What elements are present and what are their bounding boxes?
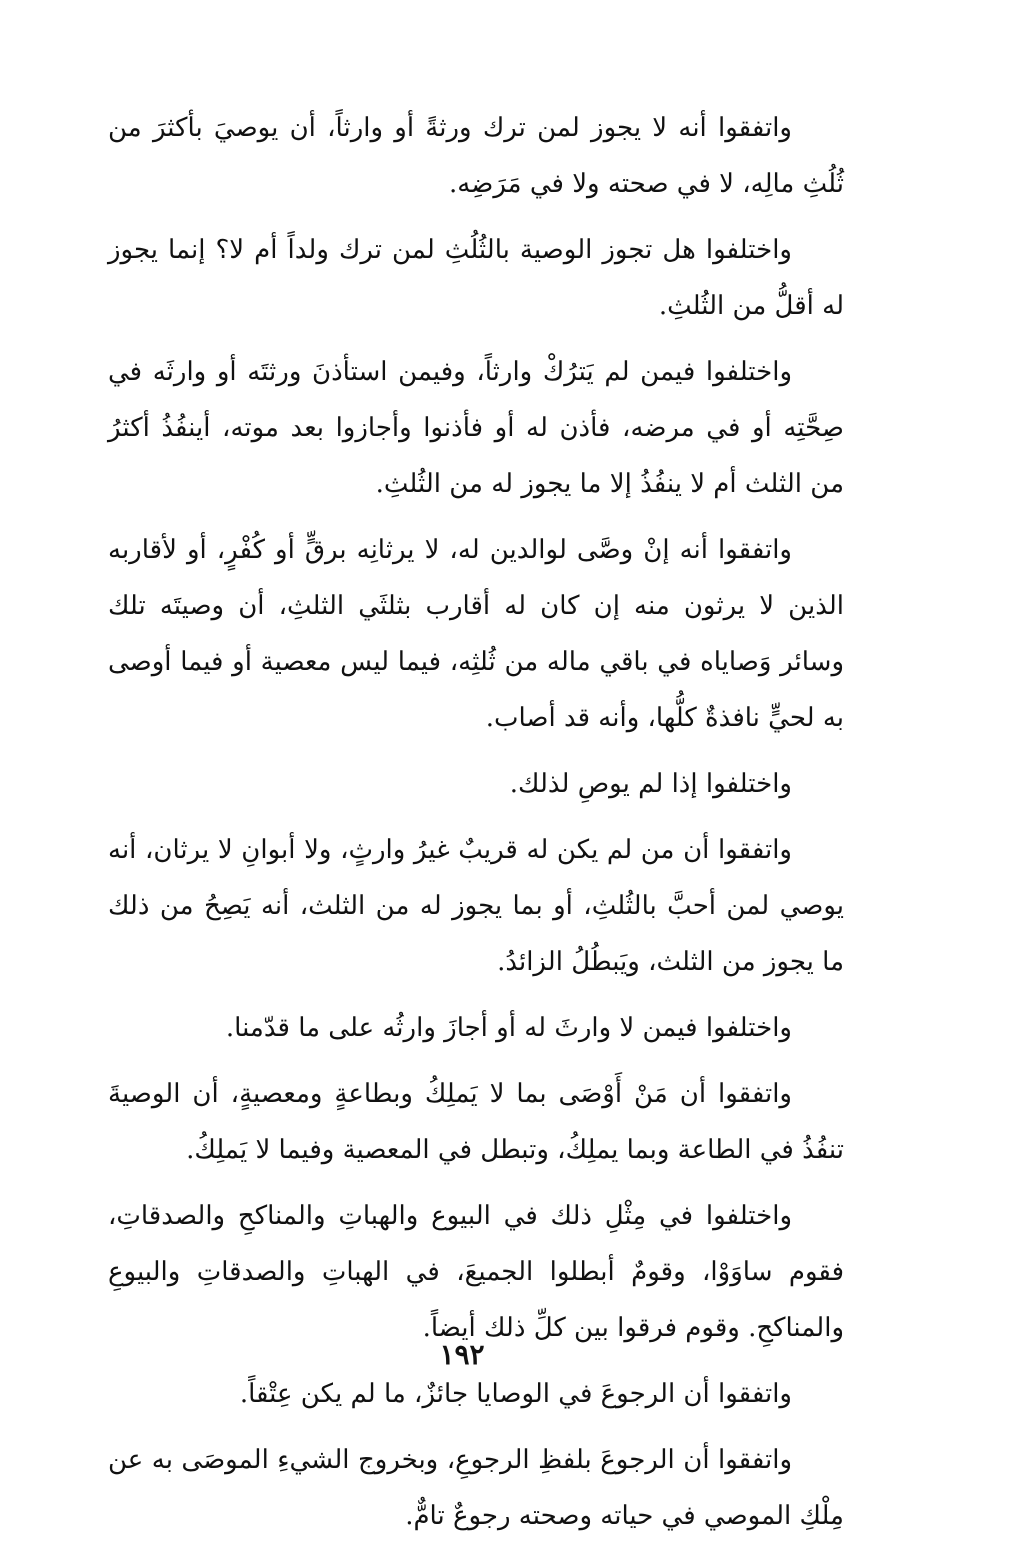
paragraph-7: واختلفوا فيمن لا وارثَ له أو أجازَ وارثُه على ما قدّمنا. [225,1013,792,1043]
paragraph-3: واختلفوا فيمن لم يَترُكْ وارثاً، وفيمن استأذنَ ورثتَه أو وارثَه في صِحَّتِه أو في مرضه، فأذن له أو فأذنوا وأجازوا بعد موته، أينفُذُ أكثرُ من الثلث أم لا ينفُذُ إلا ما يجوز له من الثُلثِ. [108,357,844,499]
paragraph-1: واتفقوا أنه لا يجوز لمن ترك ورثةً أو وارثاً، أن يوصيَ بأكثرَ من ثُلُثِ مالِه، لا في صحته ولا في مَرَضِه. [108,113,844,199]
paragraph-2: واختلفوا هل تجوز الوصية بالثُلُثِ لمن ترك ولداً أم لا؟ إنما يجوز له أقلُّ من الثُلثِ. [108,235,844,321]
paragraph-8: واتفقوا أن مَنْ أَوْصَى بما لا يَملِكُ وبطاعةٍ ومعصيةٍ، أن الوصيةَ تنفُذُ في الطاعة وبما يملِكُ، وتبطل في المعصية وفيما لا يَملِكُ. [108,1079,844,1165]
paragraph-5: واختلفوا إذا لم يوصِ لذلك. [509,769,792,799]
paragraph-10: واتفقوا أن الرجوعَ في الوصايا جائزٌ، ما لم يكن عِتْقاً. [239,1379,792,1409]
body-text [108,100,844,1554]
paragraph-6: واتفقوا أن من لم يكن له قريبٌ غيرُ وارثٍ، ولا أبوانِ لا يرثان، أنه يوصي لمن أحبَّ بالثُلثِ، أو بما يجوز له من الثلث، أنه يَصِحُ من ذلك ما يجوز من الثلث، ويَبطُلُ الزائدُ. [108,835,844,977]
paragraph-9: واختلفوا في مِثْلِ ذلك في البيوع والهباتِ والمناكحِ والصدقاتِ، فقوم ساوَوْا، وقومٌ أبطلوا الجميعَ، في الهباتِ والصدقاتِ والبيوعِ والمناكحِ. وقوم فرقوا بين كلِّ ذلك أيضاً. [108,1201,844,1343]
page-number: ١٩٢ [439,1338,485,1371]
paragraph-11: واتفقوا أن الرجوعَ بلفظِ الرجوعِ، وبخروج الشيءِ الموصَى به عن مِلْكِ الموصي في حياته وصحته رجوعٌ تامٌّ. [108,1445,844,1531]
paragraph-4: واتفقوا أنه إنْ وصَّى لوالدين له، لا يرثانِه برقٍّ أو كُفْرٍ، أو لأقاربه الذين لا يرثون منه إن كان له أقارب بثلثَي الثلثِ، أن وصيتَه تلك وسائر وَصاياه في باقي ماله من ثُلثِه، فيما ليس معصية أو فيما أوصى به لحيٍّ نافذةٌ كلُّها، وأنه قد أصاب. [108,535,844,733]
